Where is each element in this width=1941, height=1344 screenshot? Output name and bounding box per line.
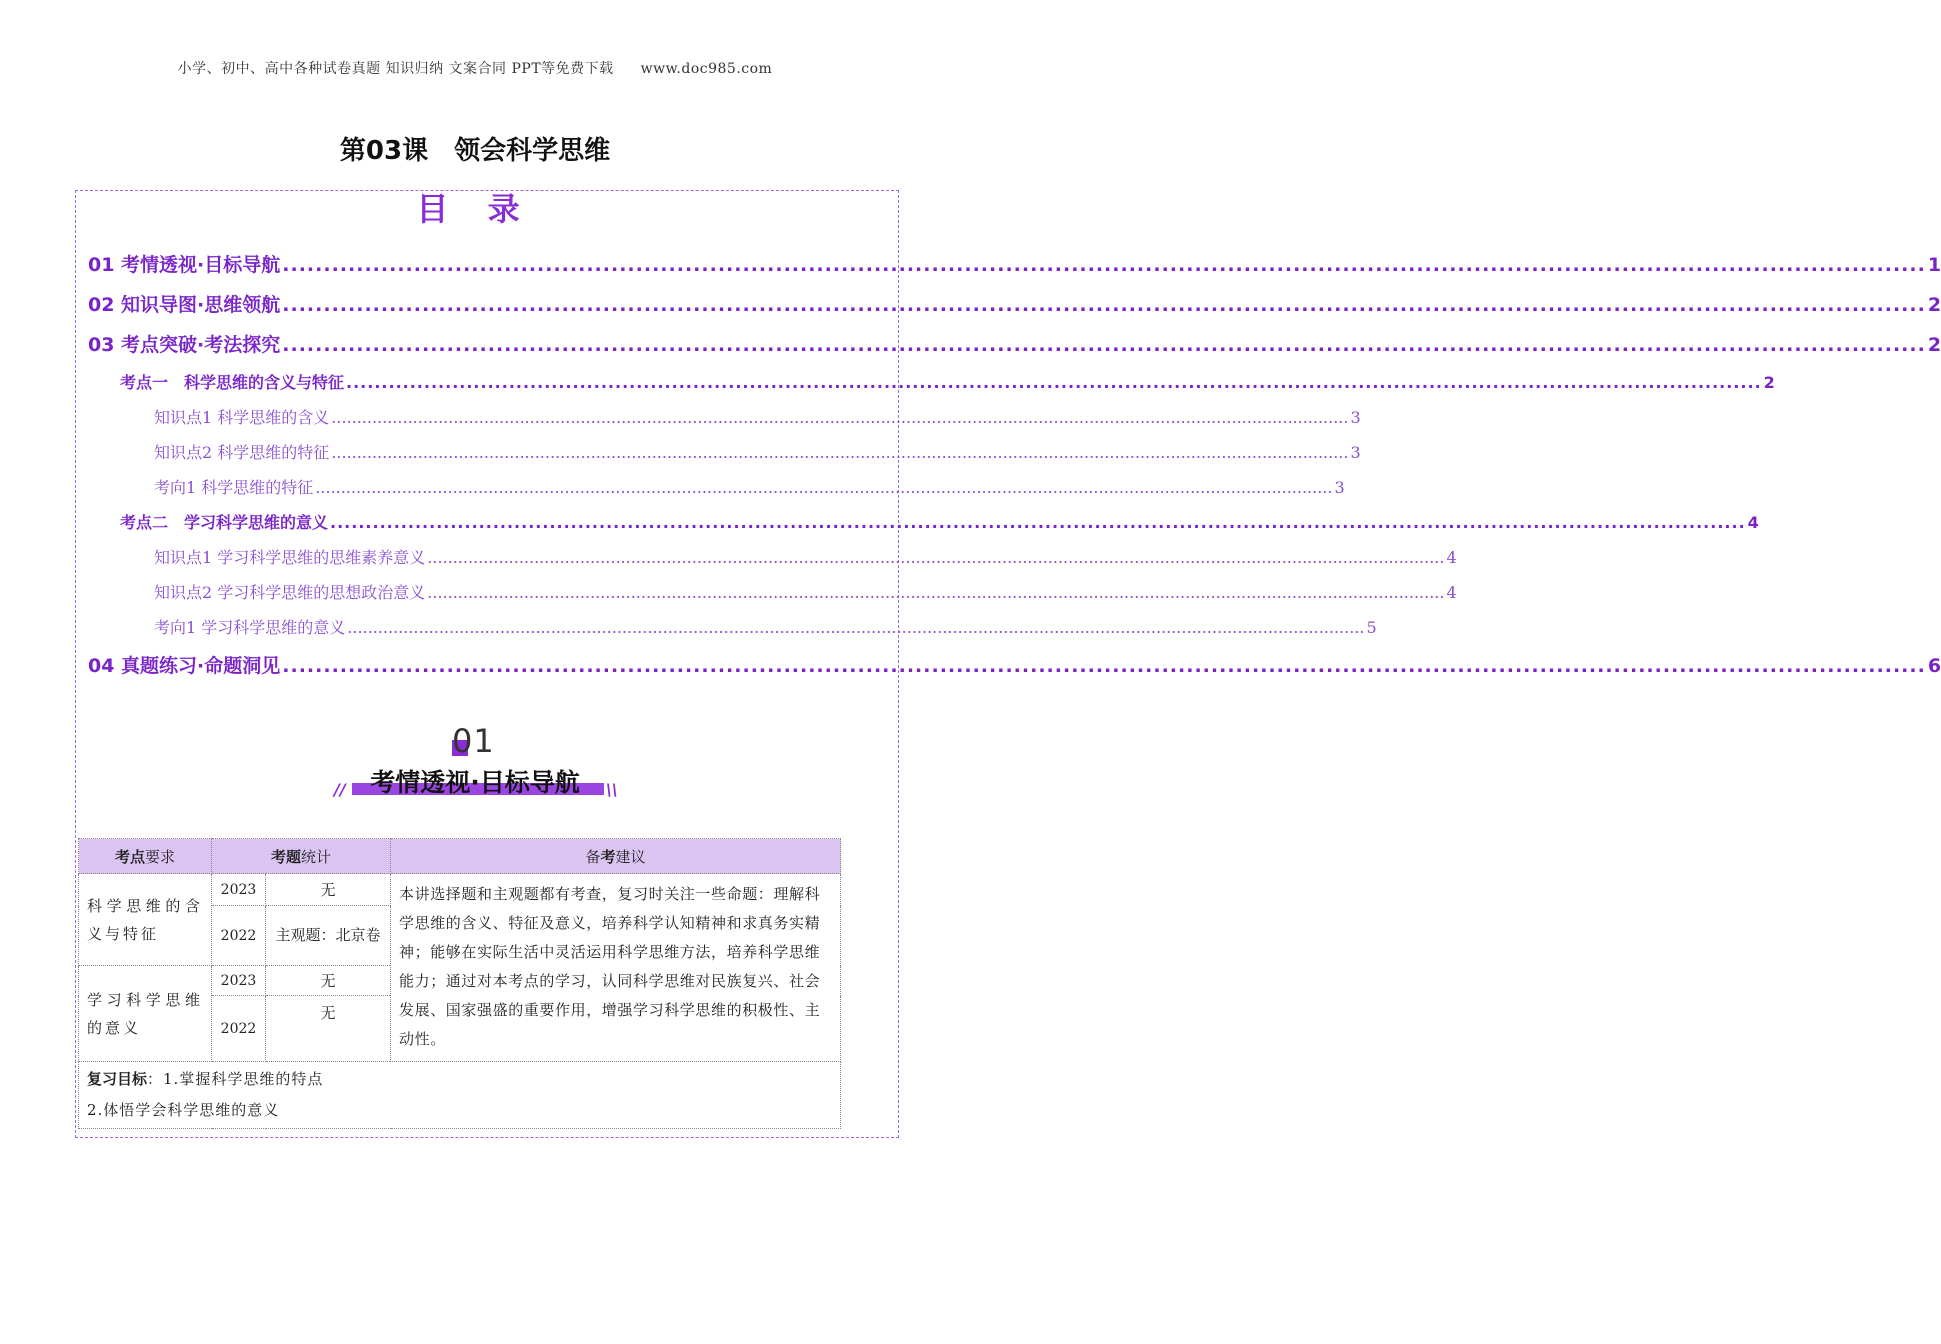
stat-cell: 无 [266, 874, 391, 906]
year-cell: 2022 [212, 906, 266, 966]
lesson-title: 第03课 领会科学思维 [339, 136, 611, 166]
toc-entry[interactable]: 03 考点突破·考法探究 ........................................................................................................................................................................................................ 2 [88, 334, 1941, 356]
toc-entry[interactable]: 02 知识导图·思维领航 ........................................................................................................................................................................................................ 2 [88, 294, 1941, 316]
section-number: 01 [452, 722, 495, 760]
goal-line: 2.体悟学会科学思维的意义 [87, 1101, 280, 1119]
year-cell: 2023 [212, 966, 266, 996]
table-row [79, 874, 841, 906]
header-url[interactable]: www.doc985.com [640, 61, 773, 77]
slash-decoration: \\ [606, 780, 618, 799]
year-cell: 2022 [212, 996, 266, 1062]
toc-heading: 目 录 [416, 190, 534, 228]
page-header [0, 58, 950, 78]
table-header: 考题统计 [212, 839, 391, 874]
review-goal-cell [79, 1062, 841, 1129]
advice-cell: 本讲选择题和主观题都有考查，复习时关注一些命题：理解科学思维的含义、特征及意义，培养科学认知精神和求真务实精神；能够在实际生活中灵活运用科学思维方法，培养科学思维能力；通过对本考点的学习，认同科学思维对民族复兴、社会发展、国家强盛的重要作用，增强学习科学思维的积极性、主动性。 [391, 874, 841, 1062]
slash-decoration: // [334, 780, 346, 799]
exam-analysis-table [78, 838, 841, 1129]
toc-entry[interactable]: 知识点1 学习科学思维的思维素养意义 ........................................................................................................................................................................................................ 4 [154, 548, 1457, 567]
stat-cell: 主观题：北京卷 [266, 906, 391, 966]
toc-entry[interactable]: 考向1 科学思维的特征 ........................................................................................................................................................................................................ 3 [154, 478, 1345, 497]
table-row [79, 1062, 841, 1129]
toc-entry[interactable]: 知识点1 科学思维的含义 ........................................................................................................................................................................................................ 3 [154, 408, 1361, 427]
table-header: 考点要求 [79, 839, 212, 874]
topic-cell: 学习科学思维的意义 [79, 966, 212, 1062]
table-header-row [79, 839, 841, 874]
goal-line: ：1.掌握科学思维的特点 [147, 1070, 324, 1088]
toc-entry[interactable]: 知识点2 学习科学思维的思想政治意义 ........................................................................................................................................................................................................ 4 [154, 583, 1457, 602]
toc-entry[interactable]: 知识点2 科学思维的特征 ........................................................................................................................................................................................................ 3 [154, 443, 1361, 462]
toc-entry[interactable]: 考点二 学习科学思维的意义 ........................................................................................................................................................................................................ 4 [120, 513, 1759, 532]
goal-label: 复习目标 [87, 1070, 148, 1088]
toc-entry[interactable]: 考点一 科学思维的含义与特征 ........................................................................................................................................................................................................ 2 [120, 373, 1775, 392]
table-header: 备考建议 [391, 839, 841, 874]
section-title: 考情透视·目标导航 [370, 768, 580, 797]
toc-entry[interactable]: 考向1 学习科学思维的意义 ........................................................................................................................................................................................................ 5 [154, 618, 1377, 637]
stat-cell: 无 [266, 996, 391, 1062]
stat-cell: 无 [266, 966, 391, 996]
header-tagline: 小学、初中、高中各种试卷真题 知识归纳 文案合同 PPT等免费下载 [177, 61, 614, 77]
topic-cell: 科学思维的含义与特征 [79, 874, 212, 966]
year-cell: 2023 [212, 874, 266, 906]
toc-entry[interactable]: 04 真题练习·命题洞见 ........................................................................................................................................................................................................ 6 [88, 655, 1941, 677]
toc-entry[interactable]: 01 考情透视·目标导航 ........................................................................................................................................................................................................ 1 [88, 254, 1941, 276]
